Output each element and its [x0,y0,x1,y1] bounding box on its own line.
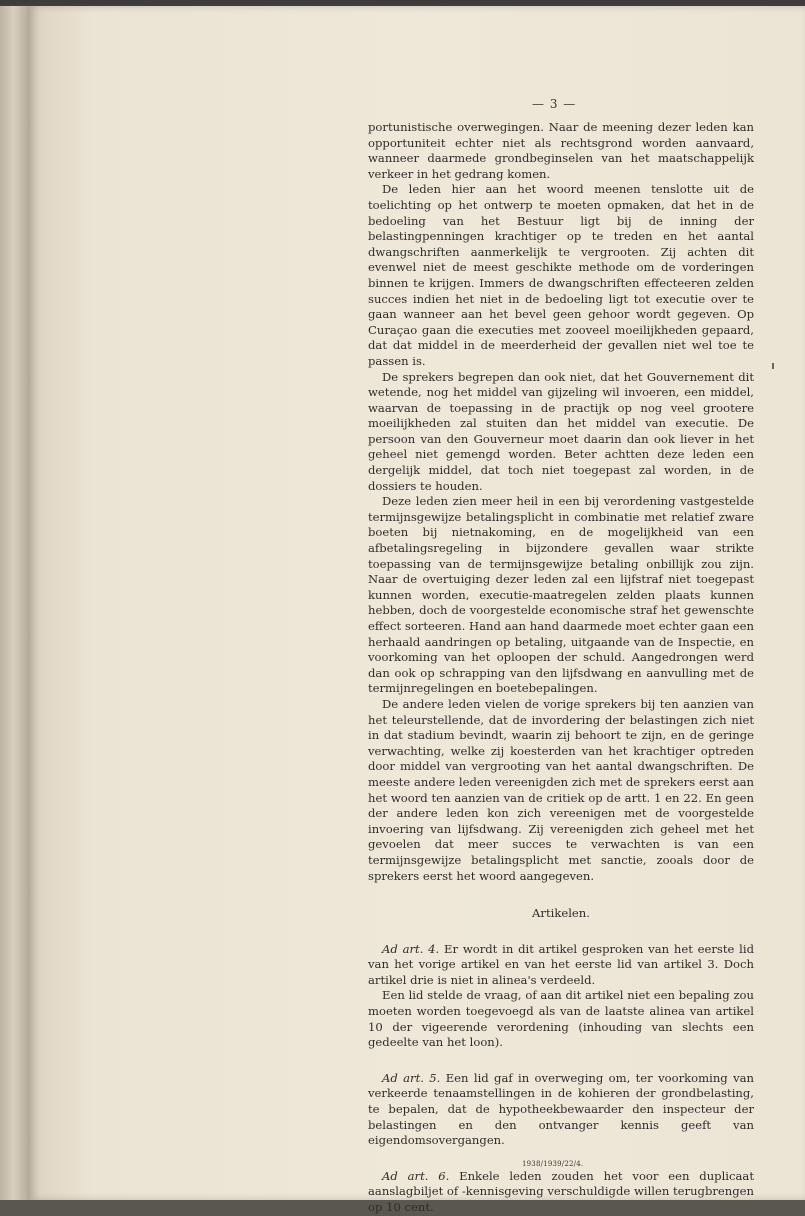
paragraph: Deze leden zien meer heil in een bij verordening vastgestelde termijnsgewijze betalingsplicht in combinatie met relatief zware boeten bij nietnakoming, en de mogelijkheid van een afbetalingsregeling in bijzondere gevallen waar strikte toepassing van de termijnsgewijze betaling onbillijk zou zijn. Naar de overtuiging dezer leden zal een lijfstraf niet toegepast kunnen worden, executie-maatregelen zelden plaats kunnen hebben, doch de voorgestelde economische straf het gewenschte effect sorteeren. Hand aan hand daarmede moet echter gaan een herhaald aandringen op betaling, uitgaande van de Inspectie, en voorkoming van het oploopen der schuld. Aangedrongen werd dan ook op schrapping van den lijfsdwang en aanvulling met de termijnregelingen en boetebepalingen. [368,494,754,696]
paragraph: De andere leden vielen de vorige sprekers bij ten aanzien van het teleurstellende, dat de invordering der belastingen zich niet in dat stadium bevindt, waarin zij behoort te zijn, en de geringe verwachting, welke zij koesterden van het krachtiger optreden door middel van vergrooting van het aantal dwangschriften. De meeste andere leden vereenigden zich met de sprekers eerst aan het woord ten aanzien van de critiek op de artt. 1 en 22. En geen der andere leden kon zich vereenigen met de voorgestelde invoering van lijfsdwang. Zij vereenigden zich geheel met het gevoelen dat meer succes te verwachten is van een termijnsgewijze betalingsplicht met sanctie, zooals door de sprekers eerst het woord aangegeven. [368,696,754,883]
article-note-5 [368,1071,754,1149]
article-label: Ad art. 4. [382,941,440,956]
page-number: — 3 — [532,97,577,111]
body-text [368,120,754,1216]
article-text: Een lid gaf in overweging om, ter voorkoming van verkeerde tenaamstellingen in de kohieren der grondbelasting, te bepalen, dat de hypotheekbewaarder den inspecteur der belastingen en den ontvanger kennis geeft van eigendomsovergangen. [368,1070,754,1148]
paragraph: De sprekers begrepen dan ook niet, dat het Gouvernement dit wetende, nog het middel van gijzeling wil invoeren, een middel, waarvan de toepassing in de practijk op nog veel grootere moeilijkheden zal stuiten dan het middel van executie. De persoon van den Gouverneur moet daarin dan ook liever in het geheel niet gemengd worden. Beter achtten deze leden een dergelijk middel, dat toch niet toegepast zal worden, in de dossiers te houden. [368,369,754,493]
paragraph: De leden hier aan het woord meenen tenslotte uit de toelichting op het ontwerp te moeten opmaken, dat het in de bedoeling van het Bestuur ligt bij de inning der belastingpenningen krachtiger op te treden en het aantal dwangschriften aanmerkelijk te vergrooten. Zij achten dit evenwel niet de meest geschikte methode om de vorderingen binnen te krijgen. Immers de dwangschriften effecteeren zelden succes indien het niet in de bedoeling ligt tot executie over te gaan wanneer aan het bevel geen gehoor wordt gegeven. Op Curaçao gaan die executies met zooveel moeilijkheden gepaard, dat dat middel in de meerderheid der gevallen niet wel toe te passen is. [368,182,754,368]
paragraph: portunistische overwegingen. Naar de meening dezer leden kan opportuniteit echter niet als rechtsgrond worden aanvaard, wanneer daarmede grondbeginselen van het maatschappelijk verkeer in het gedrang komen. [368,120,754,181]
margin-mark [772,363,774,369]
article-note-6 [368,1169,754,1216]
article-text: Enkele leden zouden het voor een duplicaat aanslagbiljet of -kennisgeving verschuldigde willen terugbrengen op 10 cent. [368,1168,754,1214]
article-label: Ad art. 6. [382,1168,450,1183]
footer-code: 1938/1939/22/4. [522,1160,584,1168]
article-note-4 [368,942,754,989]
section-heading: Artikelen. [532,906,590,921]
article-label: Ad art. 5. [382,1070,441,1085]
article-text: Er wordt in dit artikel gesproken van het eerste lid van het vorige artikel en van het eerste lid van artikel 3. Doch artikel drie is niet in alinea's verdeeld. [368,941,755,987]
article-note-4-extra: Een lid stelde de vraag, of aan dit artikel niet een bepaling zou moeten worden toegevoegd als van de laatste alinea van artikel 10 der vigeerende verordening (inhouding van slechts een gedeelte van het loon). [368,988,754,1050]
